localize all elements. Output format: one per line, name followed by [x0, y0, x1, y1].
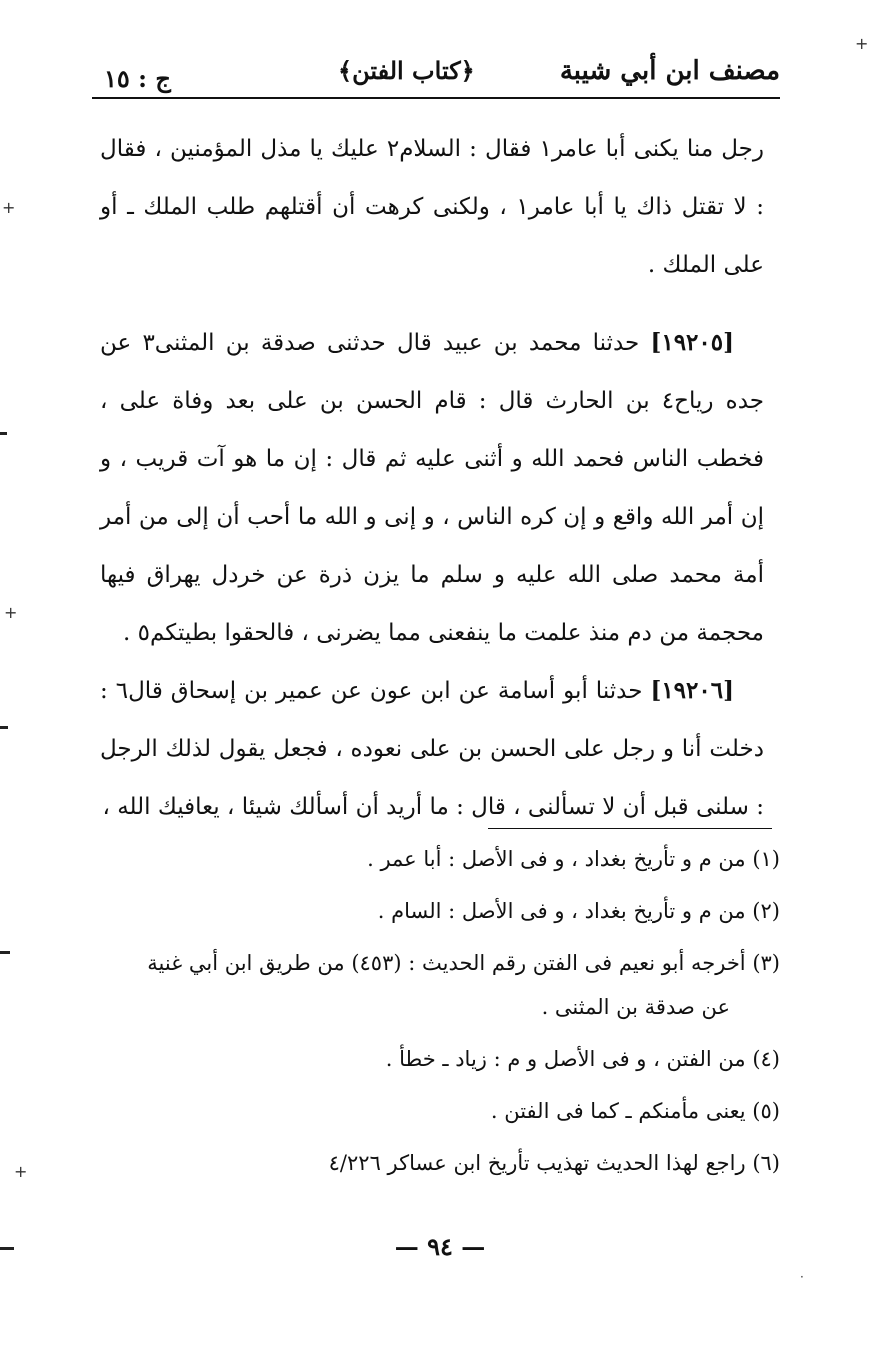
- chapter-title: ﴿كتاب الفتن﴾: [338, 56, 475, 85]
- footnote-3: (٣) أخرجه أبو نعيم فى الفتن رقم الحديث : (٤٥٣) من طريق ابن أبي غنية: [147, 951, 780, 975]
- footnote-1: (١) من م و تأريخ بغداد ، و فى الأصل : أبا عمر .: [367, 847, 780, 871]
- footnote-rule: [488, 828, 772, 829]
- registration-mark-icon: +: [4, 603, 18, 622]
- registration-mark-icon: +: [855, 34, 869, 53]
- page-number: — ٩٤ —: [394, 1232, 486, 1261]
- footnote-6: (٦) راجع لهذا الحديث تهذيب تأريخ ابن عساكر ٤/٢٢٦: [328, 1151, 780, 1175]
- book-title: مصنف ابن أبي شيبة: [559, 56, 780, 86]
- hadith-number: [١٩٢٠٥]: [650, 329, 735, 356]
- scan-mark: [0, 951, 10, 954]
- hadith-text: حدثنا محمد بن عبيد قال حدثنى صدقة بن المثنى٣ عن جده رياح٤ بن الحارث قال : قام الحسن بن على بعد وفاة على ، فخطب الناس فحمد الله و أثنى عليه ثم قال : إن ما هو آت قريب ، و إن أمر الله واقع و إن كره الناس ، و إنى و الله ما أحب أن إلى من أمر أمة محمد صلى الله عليه و سلم ما يزن ذرة عن خردل يهراق فيها محجمة من دم منذ علمت ما ينفعنى مما يضرنى ، فالحقوا بطيتكم٥ .: [100, 330, 764, 646]
- hadith-19205: [100, 314, 764, 662]
- page-header: [98, 50, 780, 98]
- header-rule: [92, 97, 780, 99]
- footnote-2: (٢) من م و تأريخ بغداد ، و فى الأصل : السام .: [377, 899, 780, 923]
- scan-mark: [0, 726, 8, 729]
- hadith-19206: [100, 662, 764, 836]
- hadith-text: حدثنا أبو أسامة عن ابن عون عن عمير بن إسحاق قال٦ : دخلت أنا و رجل على الحسن بن على نعوده ، فجعل يقول لذلك الرجل : سلنى قبل أن لا تسألنى ، قال : ما أريد أن أسألك شيئا ، يعافيك الله ،: [100, 678, 764, 820]
- volume-number: ج : ١٥: [104, 64, 171, 93]
- paragraph-continuation: رجل منا يكنى أبا عامر١ فقال : السلام٢ عليك يا مذل المؤمنين ، فقال : لا تقتل ذاك يا أبا عامر١ ، ولكنى كرهت أن أقتلهم طلب الملك ـ أو على الملك .: [100, 136, 764, 278]
- registration-mark-icon: +: [2, 198, 16, 217]
- footnote-3-continuation: عن صدقة بن المثنى .: [541, 995, 730, 1019]
- registration-mark-icon: ·: [800, 1270, 804, 1284]
- main-text: [100, 120, 764, 836]
- footnote-4: (٤) من الفتن ، و فى الأصل و م : زياد ـ خطأ .: [385, 1047, 780, 1071]
- scan-mark: [0, 1247, 14, 1250]
- registration-mark-icon: +: [14, 1162, 28, 1181]
- footnote-5: (٥) يعنى مأمنكم ـ كما فى الفتن .: [490, 1099, 780, 1123]
- footnotes: [100, 836, 780, 1192]
- hadith-number: [١٩٢٠٦]: [650, 677, 734, 704]
- scan-mark: [0, 432, 7, 435]
